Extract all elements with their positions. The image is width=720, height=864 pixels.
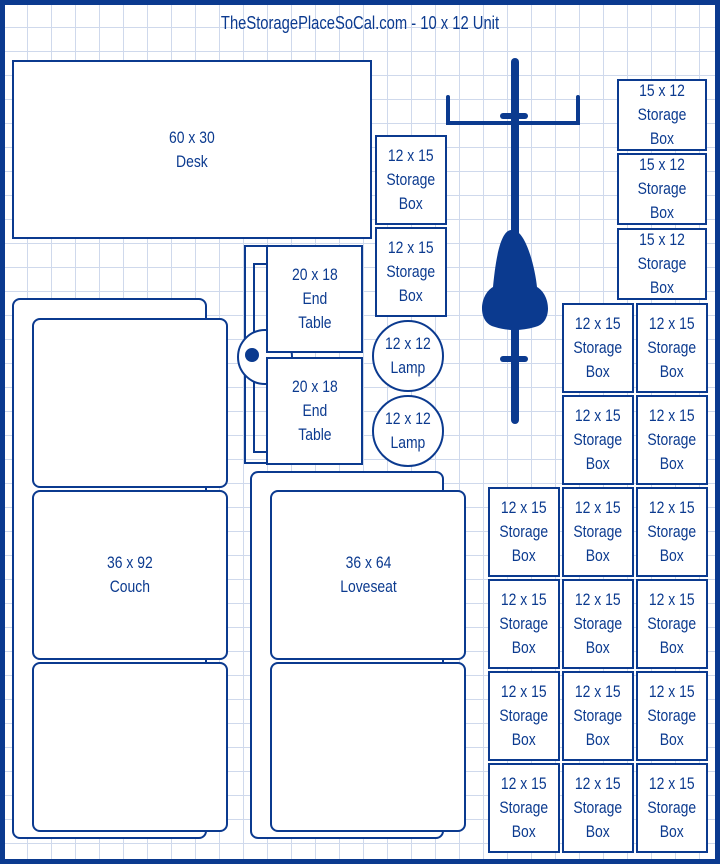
- storage-box-label: 15 x 12 Storage Box: [637, 155, 687, 222]
- storage-box-label: 12 x 15 Storage Box: [647, 314, 697, 381]
- storage-box: [636, 487, 708, 577]
- storage-box: [562, 395, 634, 485]
- storage-box-label: 12 x 15 Storage Box: [386, 238, 436, 305]
- storage-box: [562, 579, 634, 669]
- storage-box-label: 12 x 15 Storage Box: [499, 498, 549, 565]
- storage-box-label: 15 x 12 Storage Box: [637, 230, 687, 297]
- storage-box: [636, 579, 708, 669]
- storage-box-label: 12 x 15 Storage Box: [573, 406, 623, 473]
- storage-box-label: 12 x 15 Storage Box: [499, 682, 549, 749]
- storage-box-label: 12 x 15 Storage Box: [647, 406, 697, 473]
- storage-box-label: 12 x 15 Storage Box: [647, 682, 697, 749]
- storage-box: [488, 487, 560, 577]
- storage-box: [488, 579, 560, 669]
- desk-label: 60 x 30 Desk: [169, 127, 215, 171]
- storage-box: [562, 487, 634, 577]
- end-table-label: 20 x 18 End Table: [291, 265, 338, 332]
- storage-box-label: 12 x 15 Storage Box: [647, 498, 697, 565]
- storage-box-label: 12 x 15 Storage Box: [499, 774, 549, 841]
- storage-box-label: 12 x 15 Storage Box: [573, 774, 623, 841]
- end-table-label: 20 x 18 End Table: [291, 377, 338, 444]
- storage-box-label: 12 x 15 Storage Box: [647, 774, 697, 841]
- storage-box: [488, 671, 560, 761]
- storage-box-label: 12 x 15 Storage Box: [647, 590, 697, 657]
- storage-box-label: 12 x 15 Storage Box: [499, 590, 549, 657]
- storage-box-label: 12 x 15 Storage Box: [573, 682, 623, 749]
- storage-box: [488, 763, 560, 853]
- lamp-label: 12 x 12 Lamp: [385, 334, 431, 377]
- storage-box: [636, 763, 708, 853]
- storage-box-label: 12 x 15 Storage Box: [573, 590, 623, 657]
- lamp-label: 12 x 12 Lamp: [385, 409, 431, 452]
- page-title: TheStoragePlaceSoCal.com - 10 x 12 Unit: [220, 13, 500, 33]
- storage-box: [636, 395, 708, 485]
- storage-box-label: 12 x 15 Storage Box: [573, 498, 623, 565]
- storage-box-label: 12 x 15 Storage Box: [386, 146, 436, 213]
- storage-box-label: 15 x 12 Storage Box: [637, 81, 687, 148]
- loveseat-label: 36 x 64 Loveseat: [339, 553, 397, 596]
- storage-box: [562, 763, 634, 853]
- storage-box-label: 12 x 15 Storage Box: [573, 314, 623, 381]
- storage-box: [636, 671, 708, 761]
- storage-box: [636, 303, 708, 393]
- storage-box: [562, 671, 634, 761]
- couch-label: 36 x 92 Couch: [107, 553, 153, 596]
- storage-box: [562, 303, 634, 393]
